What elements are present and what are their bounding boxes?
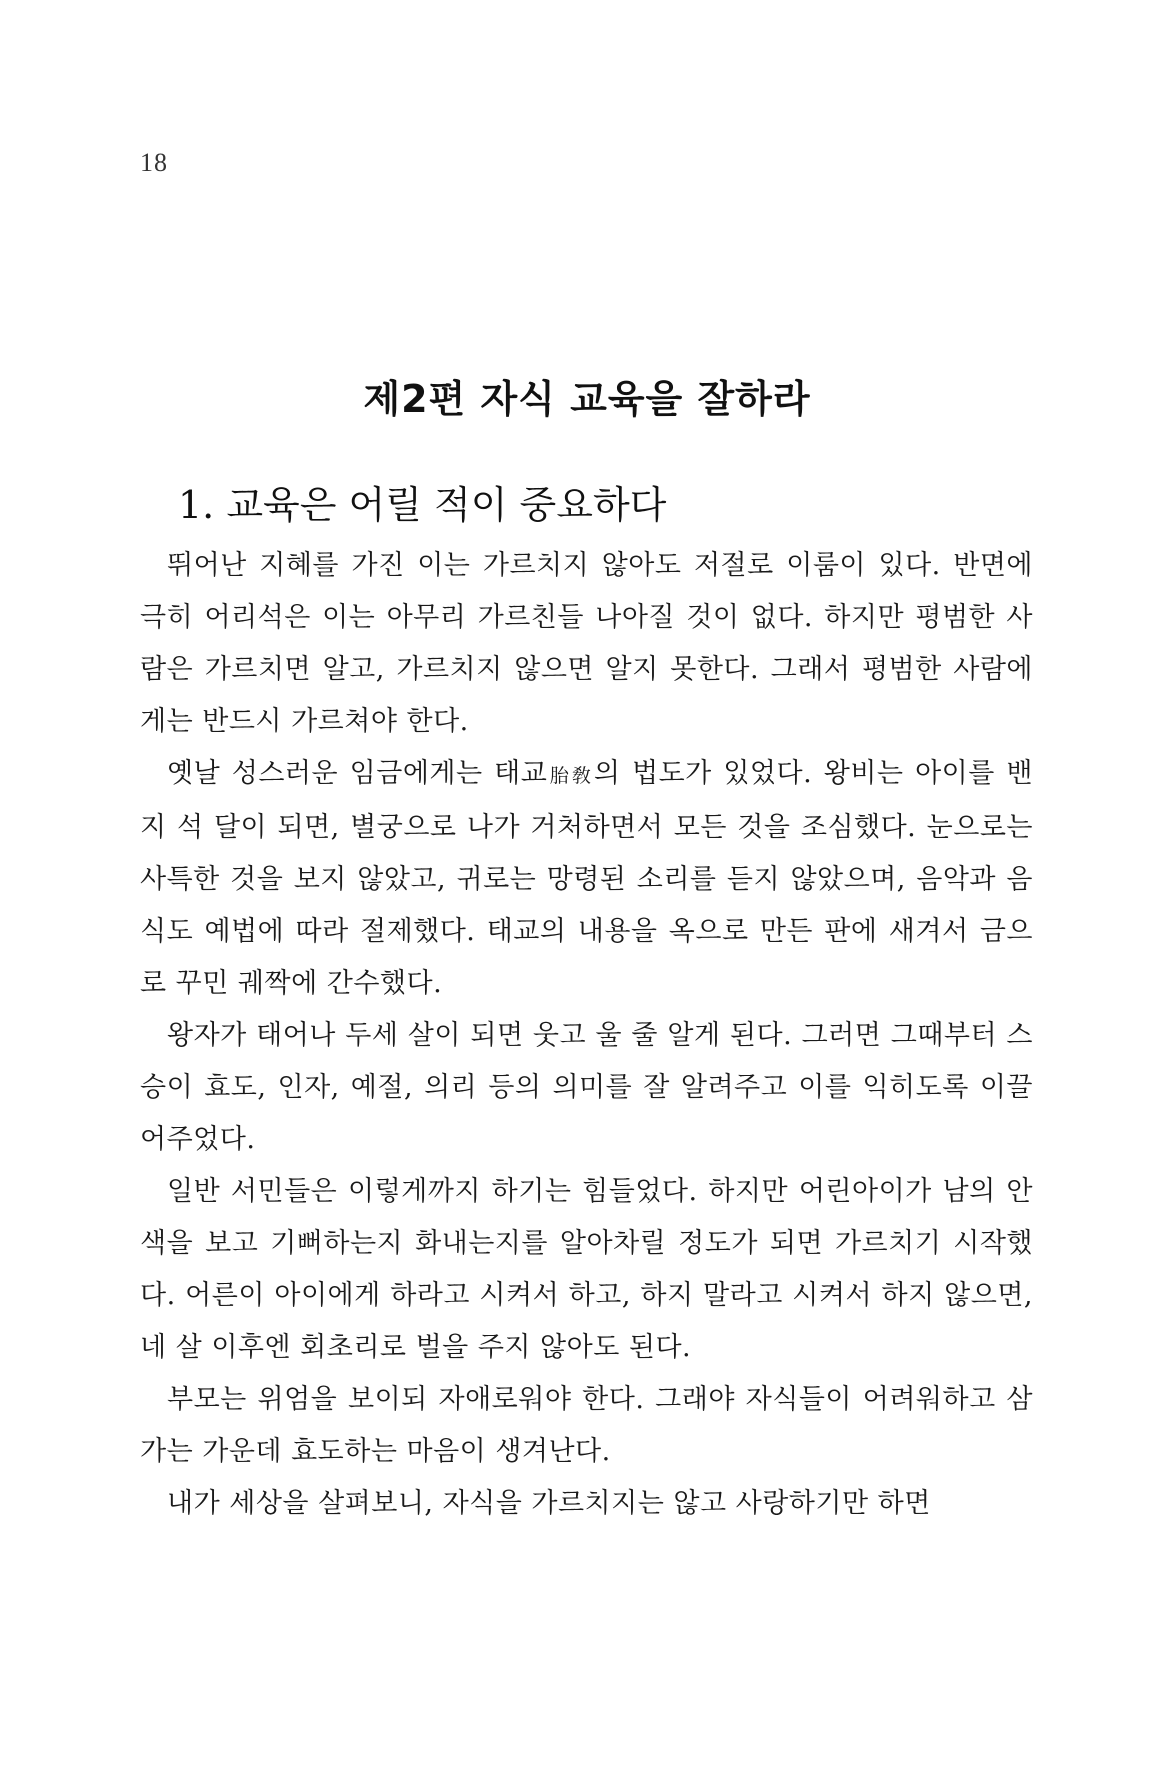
paragraph: 뛰어난 지혜를 가진 이는 가르치지 않아도 저절로 이룸이 있다. 반면에 극히 어리석은 이는 아무리 가르친들 나아질 것이 없다. 하지만 평범한 사람은 가르치면 알고, 가르치지 않으면 알지 못한다. 그래서 평범한 사람에게는 반드시 가르쳐야 한다.: [140, 550, 1033, 737]
paragraph: 부모는 위엄을 보이되 자애로워야 한다. 그래야 자식들이 어려워하고 삼가는 가운데 효도하는 마음이 생겨난다.: [140, 1384, 1033, 1467]
section-title: 1. 교육은 어릴 적이 중요하다: [178, 483, 667, 527]
paragraph-segment: 옛날 성스러운 임금에게는 태교: [167, 758, 548, 789]
part-title: 제2편 자식 교육을 잘하라: [363, 377, 811, 421]
hanja-annotation: 胎敎: [547, 765, 594, 787]
paragraph: 일반 서민들은 이렇게까지 하기는 힘들었다. 하지만 어린아이가 남의 안색을 보고 기뻐하는지 화내는지를 알아차릴 정도가 되면 가르치기 시작했다. 어른이 아이에게 하라고 시켜서 하고, 하지 말라고 시켜서 하지 않으면, 네 살 이후엔 회초리로 벌을 주지 않아도 된다.: [140, 1176, 1033, 1363]
page-number: 18: [140, 148, 168, 177]
paragraph-segment: 의 법도가 있었다. 왕비는 아이를 밴 지 석 달이 되면, 별궁으로 나가 거처하면서 모든 것을 조심했다. 눈으로는 사특한 것을 보지 않았고, 귀로는 망령된 소리를 듣지 않았으며, 음악과 음식도 예법에 따라 절제했다. 태교의 내용을 옥으로 만든 판에 새겨서 금으로 꾸민 궤짝에 간수했다.: [140, 758, 1033, 999]
paragraph: 내가 세상을 살펴보니, 자식을 가르치지는 않고 사랑하기만 하면: [167, 1488, 931, 1519]
body-text: [140, 540, 1033, 1530]
paragraph: 왕자가 태어나 두세 살이 되면 웃고 울 줄 알게 된다. 그러면 그때부터 스승이 효도, 인자, 예절, 의리 등의 의미를 잘 알려주고 이를 익히도록 이끌어주었다.: [140, 1020, 1033, 1155]
paragraph: [140, 748, 1033, 1010]
